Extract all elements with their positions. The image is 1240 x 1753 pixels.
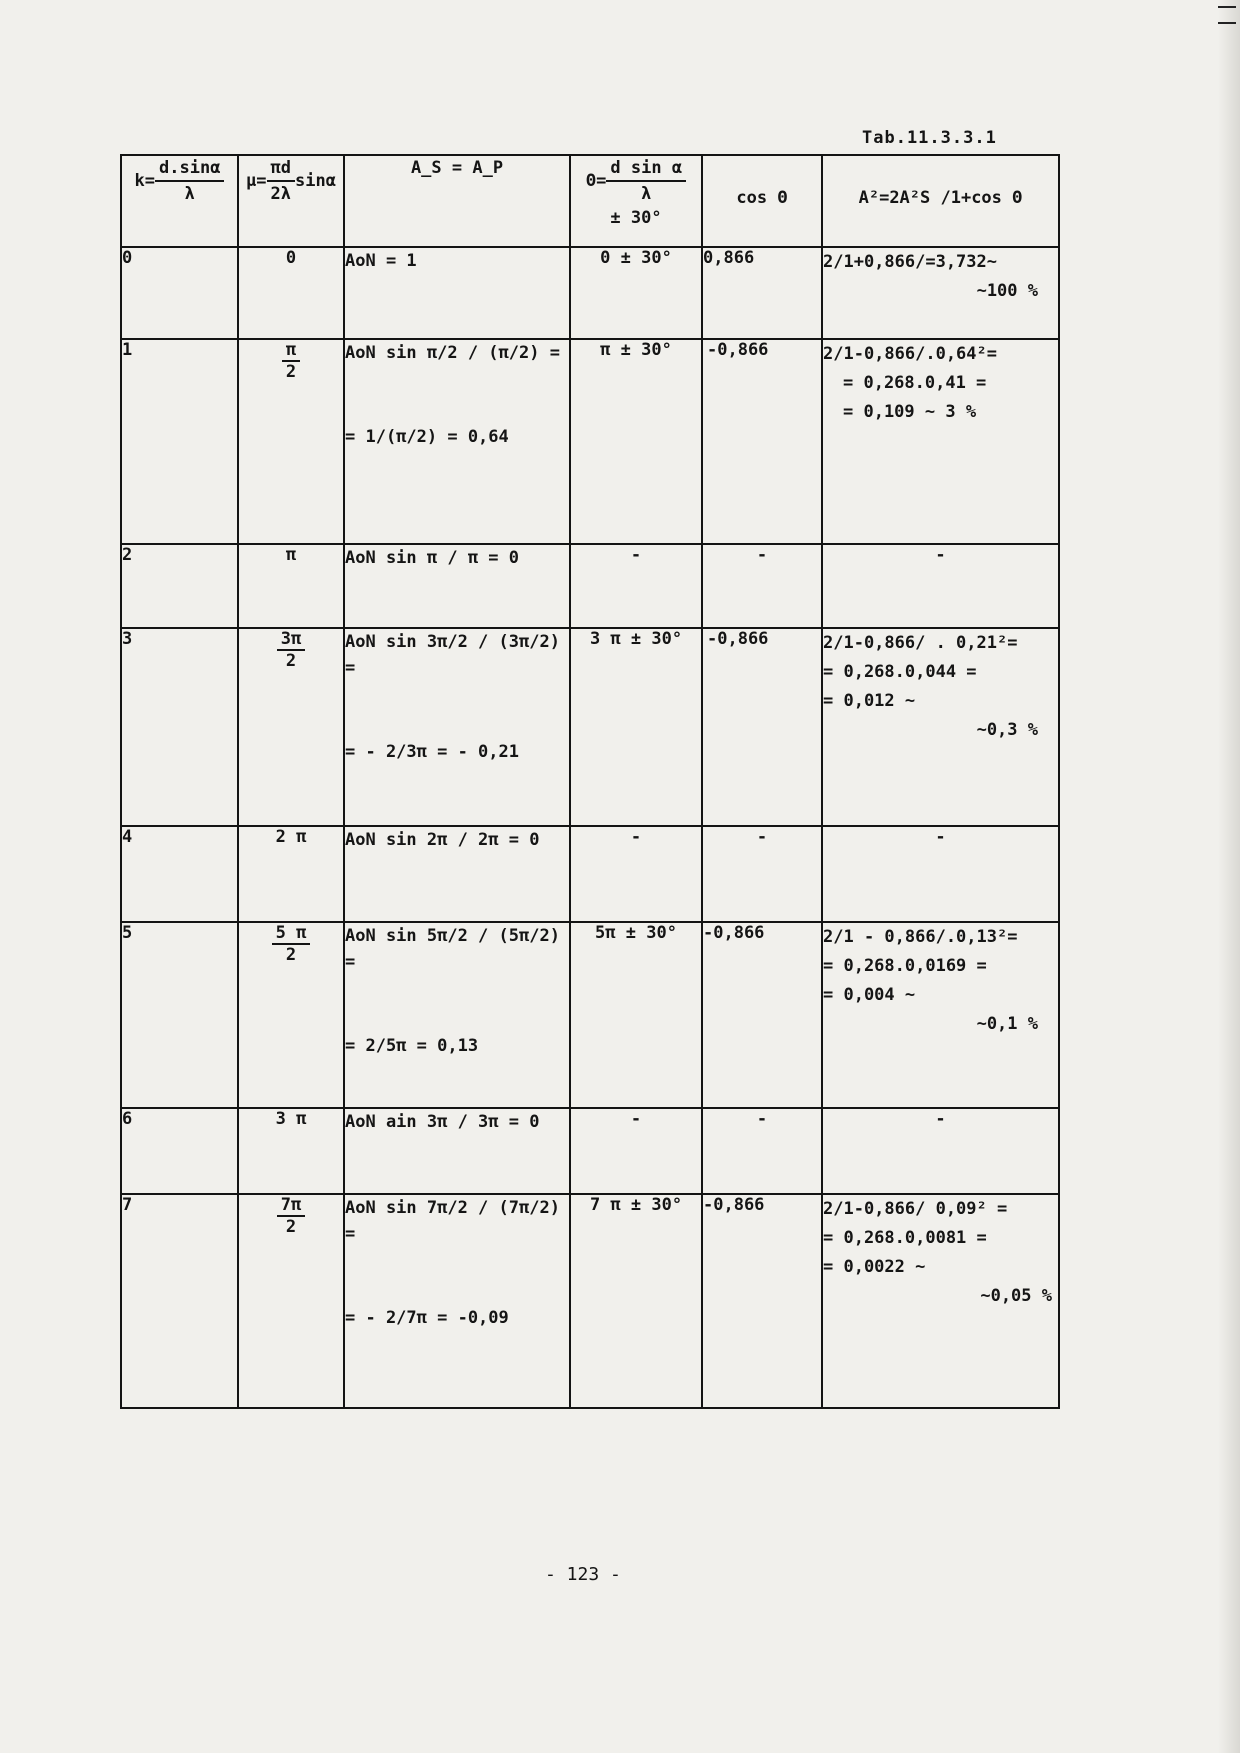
edge-mark (1218, 22, 1236, 24)
header-theta-prefix: Θ= (585, 171, 607, 191)
cell-theta: - (570, 1108, 702, 1194)
table-row (121, 544, 1059, 628)
cell-theta: 7 π ± 30° (570, 1194, 702, 1408)
cell-amp (344, 628, 570, 826)
table-row (121, 628, 1059, 826)
cell-k: 5 (121, 922, 238, 1108)
res-line: = 0,268.0,0081 = (823, 1228, 987, 1248)
cell-mu (238, 628, 344, 826)
amp-line: = 2/5π = 0,13 (345, 1036, 479, 1056)
header-k-den: λ (184, 184, 195, 204)
cell-cos: -0,866 (702, 628, 822, 826)
table-row (121, 922, 1059, 1108)
cell-mu (238, 339, 344, 544)
table-row (121, 339, 1059, 544)
amp-line: AoN sin 2π / 2π = 0 (345, 830, 540, 850)
res-line: ~0,1 % (976, 1014, 1038, 1034)
cell-cos: -0,866 (702, 1194, 822, 1408)
cell-amp (344, 339, 570, 544)
cell-mu: 3 π (238, 1108, 344, 1194)
res-line: 2/1-0,866/ . 0,21²= (823, 633, 1018, 653)
header-mu (238, 155, 344, 247)
cell-theta: 5π ± 30° (570, 922, 702, 1108)
cell-cos: - (702, 544, 822, 628)
table-row (121, 247, 1059, 339)
cell-res (822, 247, 1059, 339)
mu-num: π (282, 340, 300, 362)
cell-k: 1 (121, 339, 238, 544)
cell-k: 0 (121, 247, 238, 339)
res-line: 2/1+0,866/=3,732~ (823, 252, 997, 272)
mu-num: 3π (277, 629, 305, 651)
table-id: Tab.11.3.3.1 (862, 128, 997, 148)
cell-mu (238, 922, 344, 1108)
amp-line: = 1/(π/2) = 0,64 (345, 427, 509, 447)
header-k (121, 155, 238, 247)
page-edge (1218, 0, 1240, 1753)
res-line: 2/1 - 0,866/.0,13²= (823, 927, 1018, 947)
res-line: = 0,268.0,0169 = (823, 956, 987, 976)
res-line: 2/1-0,866/ 0,09² = (823, 1199, 1008, 1219)
res-line: ~100 % (976, 281, 1038, 301)
header-theta-suffix: ± 30° (610, 208, 662, 228)
header-theta (570, 155, 702, 247)
table-row (121, 826, 1059, 922)
mu-den: 2 (285, 1217, 297, 1237)
cell-k: 3 (121, 628, 238, 826)
res-line: 2/1-0,866/.0,64²= (823, 344, 997, 364)
header-mu-prefix: μ= (246, 171, 267, 191)
cell-theta: 3 π ± 30° (570, 628, 702, 826)
mu-num: 7π (277, 1195, 305, 1217)
cell-mu: 0 (238, 247, 344, 339)
header-mu-den: 2λ (270, 184, 291, 204)
cell-res: - (822, 544, 1059, 628)
res-line: = 0,012 ~ (823, 691, 916, 711)
res-line: = 0,109 ~ 3 % (843, 402, 977, 422)
cell-res: - (822, 826, 1059, 922)
cell-res (822, 339, 1059, 544)
cell-cos: -0,866 (702, 922, 822, 1108)
amp-line: AoN ain 3π / 3π = 0 (345, 1112, 540, 1132)
cell-res (822, 1194, 1059, 1408)
cell-cos: - (702, 1108, 822, 1194)
cell-res: - (822, 1108, 1059, 1194)
header-mu-num: πd (267, 156, 295, 182)
cell-theta: 0 ± 30° (570, 247, 702, 339)
res-line: ~0,05 % (980, 1286, 1052, 1306)
header-row (121, 155, 1059, 247)
cell-k: 2 (121, 544, 238, 628)
cell-k: 7 (121, 1194, 238, 1408)
cell-mu: 2 π (238, 826, 344, 922)
res-line: ~0,3 % (976, 720, 1038, 740)
cell-res (822, 922, 1059, 1108)
cell-res (822, 628, 1059, 826)
table-row (121, 1108, 1059, 1194)
cell-amp (344, 826, 570, 922)
cell-cos: 0,866 (702, 247, 822, 339)
cell-mu (238, 1194, 344, 1408)
cell-cos: - (702, 826, 822, 922)
page-number: - 123 - (545, 1564, 621, 1585)
header-theta-den: λ (641, 184, 652, 204)
mu-den: 2 (285, 651, 297, 671)
header-k-prefix: k= (134, 171, 156, 191)
cell-mu: π (238, 544, 344, 628)
data-table (120, 154, 1060, 1409)
amp-line: AoN sin 7π/2 / (7π/2) = (345, 1198, 560, 1244)
cell-k: 6 (121, 1108, 238, 1194)
cell-amp (344, 922, 570, 1108)
mu-den: 2 (285, 945, 297, 965)
cell-cos: -0,866 (702, 339, 822, 544)
cell-amp (344, 544, 570, 628)
mu-den: 2 (285, 362, 297, 382)
cell-amp (344, 1194, 570, 1408)
mu-num: 5 π (272, 923, 311, 945)
amp-line: AoN sin 5π/2 / (5π/2) = (345, 926, 560, 972)
amp-line: AoN sin π / π = 0 (345, 548, 519, 568)
table-row (121, 1194, 1059, 1408)
cell-k: 4 (121, 826, 238, 922)
res-line: = 0,268.0,41 = (843, 373, 987, 393)
cell-theta: - (570, 544, 702, 628)
amp-line: AoN = 1 (345, 251, 417, 271)
edge-mark (1218, 6, 1236, 8)
res-line: = 0,004 ~ (823, 985, 916, 1005)
amp-line: AoN sin π/2 / (π/2) = (345, 343, 560, 363)
header-theta-num: d sin α (606, 156, 686, 182)
cell-theta: π ± 30° (570, 339, 702, 544)
amp-line: = - 2/7π = -0,09 (345, 1308, 509, 1328)
header-cos: cos Θ (702, 155, 822, 247)
res-line: = 0,268.0,044 = (823, 662, 977, 682)
header-amp: A_S = A_P (344, 155, 570, 247)
cell-amp (344, 247, 570, 339)
cell-amp (344, 1108, 570, 1194)
header-res: A²=2A²S /1+cos Θ (822, 155, 1059, 247)
cell-theta: - (570, 826, 702, 922)
amp-line: = - 2/3π = - 0,21 (345, 742, 519, 762)
header-k-num: d.sinα (155, 156, 224, 182)
res-line: = 0,0022 ~ (823, 1257, 926, 1277)
header-mu-suffix: sinα (295, 171, 336, 191)
amp-line: AoN sin 3π/2 / (3π/2) = (345, 632, 560, 678)
